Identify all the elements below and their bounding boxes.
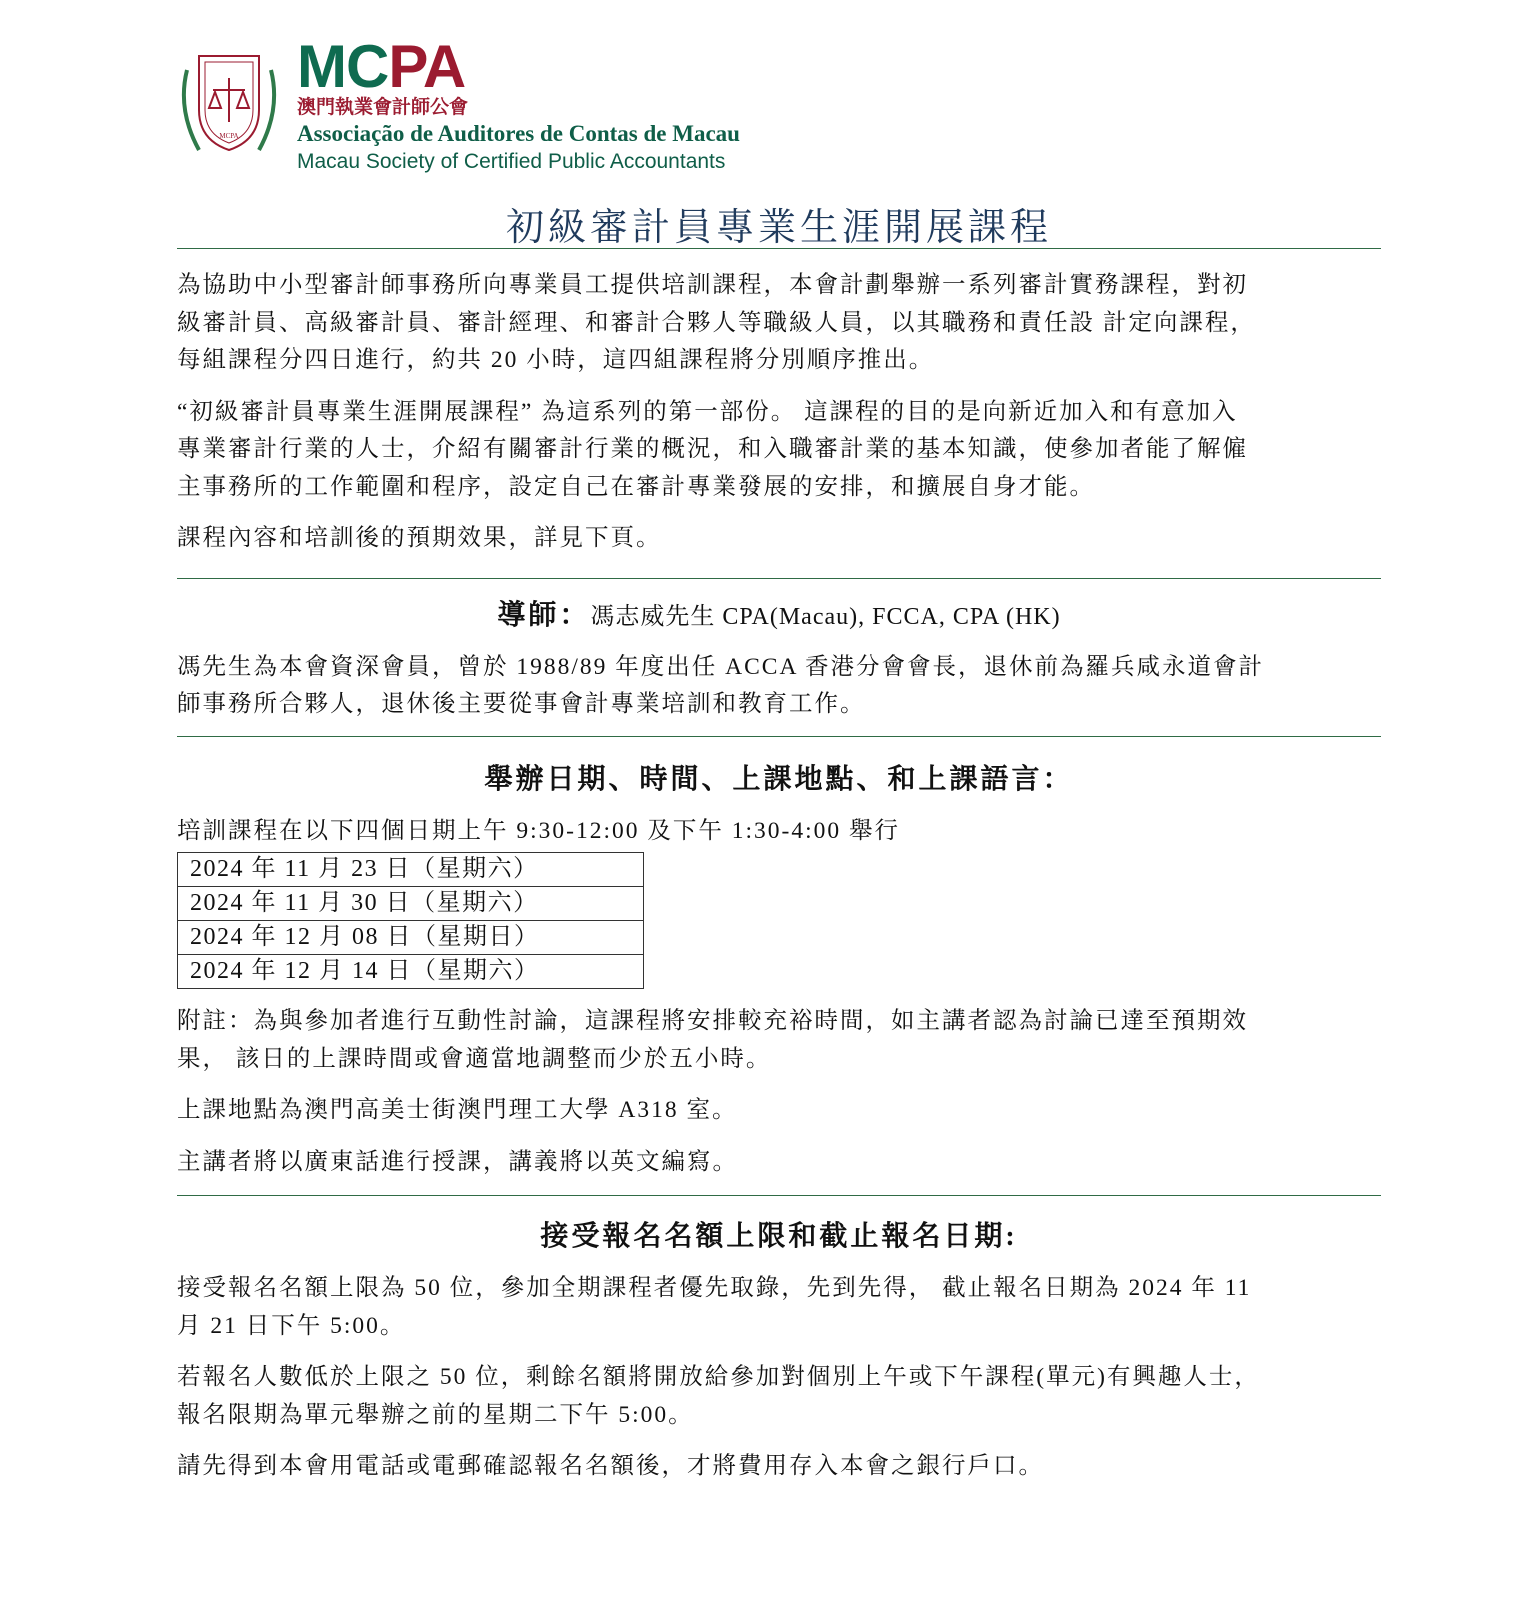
note-line: 附註：為與參加者進行互動性討論，這課程將安排較充裕時間，如主講者認為討論已達至預期效 xyxy=(177,1008,1248,1034)
tutor-bio-line: 師事務所合夥人，退休後主要從事會計專業培訓和教育工作。 xyxy=(177,691,866,717)
mcpa-wordmark xyxy=(297,33,740,100)
tutor-bio-line: 馮先生為本會資深會員，曾於 1988/89 年度出任 ACCA 香港分會會長，退休前為羅兵咸永道會計 xyxy=(177,653,1265,680)
registration-line: 接受報名名額上限為 50 位，參加全期課程者優先取錄，先到先得， 截止報名日期為 2024 年 11 xyxy=(177,1275,1252,1301)
tutor-heading xyxy=(177,593,1381,633)
registration-heading: 接受報名名額上限和截止報名日期: xyxy=(540,1221,1018,1252)
tutor-label: 導師： xyxy=(497,599,591,631)
intro-line: 每組課程分四日進行，約共 20 小時，這四組課程將分別順序推出。 xyxy=(177,347,935,373)
divider xyxy=(177,578,1381,579)
date-cell: 2024 年 11 月 30 日（星期六） xyxy=(178,887,644,921)
schedule-heading: 舉辦日期、時間、上課地點、和上課語言： xyxy=(484,763,1074,795)
org-name-en: Macau Society of Certified Public Accountants xyxy=(297,150,726,173)
letterhead xyxy=(177,0,1381,180)
divider xyxy=(177,736,1381,737)
language-text: 主講者將以廣東話進行授課，講義將以英文編寫。 xyxy=(177,1148,738,1175)
date-cell: 2024 年 11 月 23 日（星期六） xyxy=(178,853,644,887)
intro-line: 為協助中小型審計師事務所向專業員工提供培訓課程，本會計劃舉辦一系列審計實務課程，對初 xyxy=(177,272,1248,298)
registration-line: 報名限期為單元舉辦之前的星期二下午 5:00。 xyxy=(177,1401,694,1428)
note-line: 果， 該日的上課時間或會適當地調整而少於五小時。 xyxy=(177,1045,772,1072)
date-cell: 2024 年 12 月 14 日（星期六） xyxy=(178,955,644,989)
table-row xyxy=(178,921,644,955)
date-cell: 2024 年 12 月 08 日（星期日） xyxy=(178,921,644,955)
document-page xyxy=(177,0,1381,1486)
intro-line: “初級審計員專業生涯開展課程” 為這系列的第一部份。 這課程的目的是向新近加入和有意加入 xyxy=(177,398,1238,425)
intro-section xyxy=(177,267,1381,558)
intro-line: 課程內容和培訓後的預期效果，詳見下頁。 xyxy=(177,525,662,551)
document-title: 初級審計員專業生涯開展課程 xyxy=(505,207,1052,249)
table-row xyxy=(178,853,644,887)
registration-line: 若報名人數低於上限之 50 位，剩餘名額將開放給參加對個別上午或下午課程(單元)有興趣人士， xyxy=(177,1364,1260,1390)
org-name-pt: Associação de Auditores de Contas de Macau xyxy=(297,121,740,146)
mcpa-emblem-logo xyxy=(177,50,281,162)
schedule-intro: 培訓課程在以下四個日期上午 9:30-12:00 及下午 1:30-4:00 舉行 xyxy=(177,817,901,844)
org-name-zh: 澳門執業會計師公會 xyxy=(297,97,469,118)
emblem-text: MCPA xyxy=(219,132,239,140)
table-row xyxy=(178,955,644,989)
divider xyxy=(177,1195,1381,1196)
dates-table xyxy=(177,852,644,989)
registration-line: 請先得到本會用電話或電郵確認報名名額後，才將費用存入本會之銀行戶口。 xyxy=(177,1453,1044,1479)
intro-line: 專業審計行業的人士，介紹有關審計行業的概況，和入職審計業的基本知識，使參加者能了解僱 xyxy=(177,436,1248,462)
intro-line: 級審計員、高級審計員、審計經理、和審計合夥人等職級人員，以其職務和責任設 計定向課程， xyxy=(177,309,1256,336)
wordmark-pa: PA xyxy=(388,33,466,100)
table-row xyxy=(178,887,644,921)
wordmark-mc: MC xyxy=(297,33,389,100)
tutor-name: 馮志威先生 CPA(Macau), FCCA, CPA (HK) xyxy=(590,603,1061,630)
registration-line: 月 21 日下午 5:00。 xyxy=(177,1312,406,1339)
intro-line: 主事務所的工作範圍和程序，設定自己在審計專業發展的安排，和擴展自身才能。 xyxy=(177,473,1095,500)
venue-text: 上課地點為澳門高美士街澳門理工大學 A318 室。 xyxy=(177,1097,738,1123)
brand-block xyxy=(297,33,740,176)
